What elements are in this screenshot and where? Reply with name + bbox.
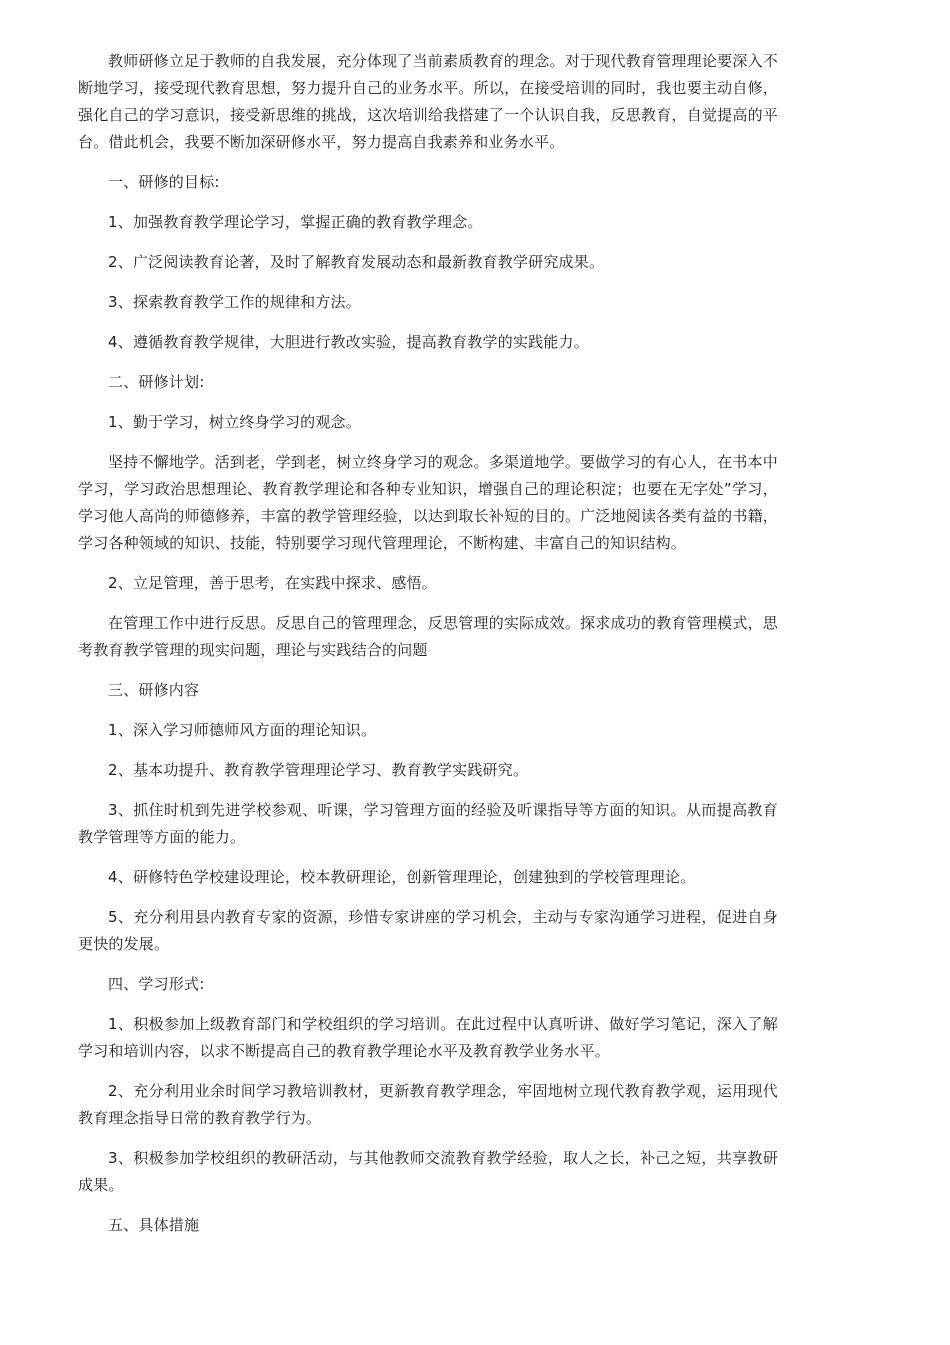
- goal-item-2: 2、广泛阅读教育论著，及时了解教育发展动态和最新教育教学研究成果。: [108, 253, 605, 271]
- content-item-3: 3、抓住时机到先进学校参观、听课，学习管理方面的经验及听课指导等方面的知识。从而提高教育教学管理等方面的能力。: [78, 801, 778, 846]
- plan-item-1-detail: 坚持不懈地学。活到老，学到老，树立终身学习的观念。多渠道地学。要做学习的有心人，在书本中学习，学习政治思想理论、教育教学理论和各种专业知识，增强自己的理论积淀；也要在无字处”学习，学习他人高尚的师德修养，丰富的教学管理经验，以达到取长补短的目的。广泛地阅读各类有益的书籍，学习各种领域的知识、技能，特别要学习现代管理理论，不断构建、丰富自己的知识结构。: [78, 453, 778, 552]
- section-heading-measures: 五、具体措施: [108, 1216, 200, 1234]
- content-item-5: 5、充分利用县内教育专家的资源，珍惜专家讲座的学习机会，主动与专家沟通学习进程，促进自身更快的发展。: [78, 908, 778, 953]
- form-item-3: 3、积极参加学校组织的教研活动，与其他教师交流教育教学经验，取人之长，补己之短，共享教研成果。: [78, 1149, 778, 1194]
- section-heading-content: 三、研修内容: [108, 681, 200, 699]
- section-heading-goals: 一、研修的目标:: [108, 173, 220, 191]
- goal-item-3: 3、探索教育教学工作的规律和方法。: [108, 293, 361, 311]
- content-item-1: 1、深入学习师德师风方面的理论知识。: [108, 721, 377, 739]
- plan-item-1: 1、勤于学习，树立终身学习的观念。: [108, 413, 361, 431]
- plan-item-2-detail: 在管理工作中进行反思。反思自己的管理理念，反思管理的实际成效。探求成功的教育管理模式，思考教育教学管理的现实问题，理论与实践结合的问题: [78, 614, 778, 659]
- section-heading-forms: 四、学习形式:: [108, 975, 205, 993]
- goal-item-4: 4、遵循教育教学规律，大胆进行教改实验，提高教育教学的实践能力。: [108, 333, 589, 351]
- intro-paragraph: 教师研修立足于教师的自我发展，充分体现了当前素质教育的理念。对于现代教育管理理论要深入不断地学习，接受现代教育思想，努力提升自己的业务水平。所以，在接受培训的同时，我也要主动自修，强化自己的学习意识，接受新思维的挑战，这次培训给我搭建了一个认识自我，反思教育，自觉提高的平台。借此机会，我要不断加深研修水平，努力提高自我素养和业务水平。: [78, 52, 778, 151]
- goal-item-1: 1、加强教育教学理论学习，掌握正确的教育教学理念。: [108, 213, 483, 231]
- document-body: [78, 48, 778, 1252]
- form-item-1: 1、积极参加上级教育部门和学校组织的学习培训。在此过程中认真听讲、做好学习笔记，深入了解学习和培训内容，以求不断提高自己的教育教学理论水平及教育教学业务水平。: [78, 1015, 778, 1060]
- form-item-2: 2、充分利用业余时间学习教培训教材，更新教育教学理念，牢固地树立现代教育教学观，运用现代教育理念指导日常的教育教学行为。: [78, 1082, 778, 1127]
- content-item-4: 4、研修特色学校建设理论，校本教研理论，创新管理理论，创建独到的学校管理理论。: [108, 868, 696, 886]
- plan-item-2: 2、立足管理，善于思考，在实践中探求、感悟。: [108, 574, 437, 592]
- content-item-2: 2、基本功提升、教育教学管理理论学习、教育教学实践研究。: [108, 761, 529, 779]
- section-heading-plan: 二、研修计划:: [108, 373, 205, 391]
